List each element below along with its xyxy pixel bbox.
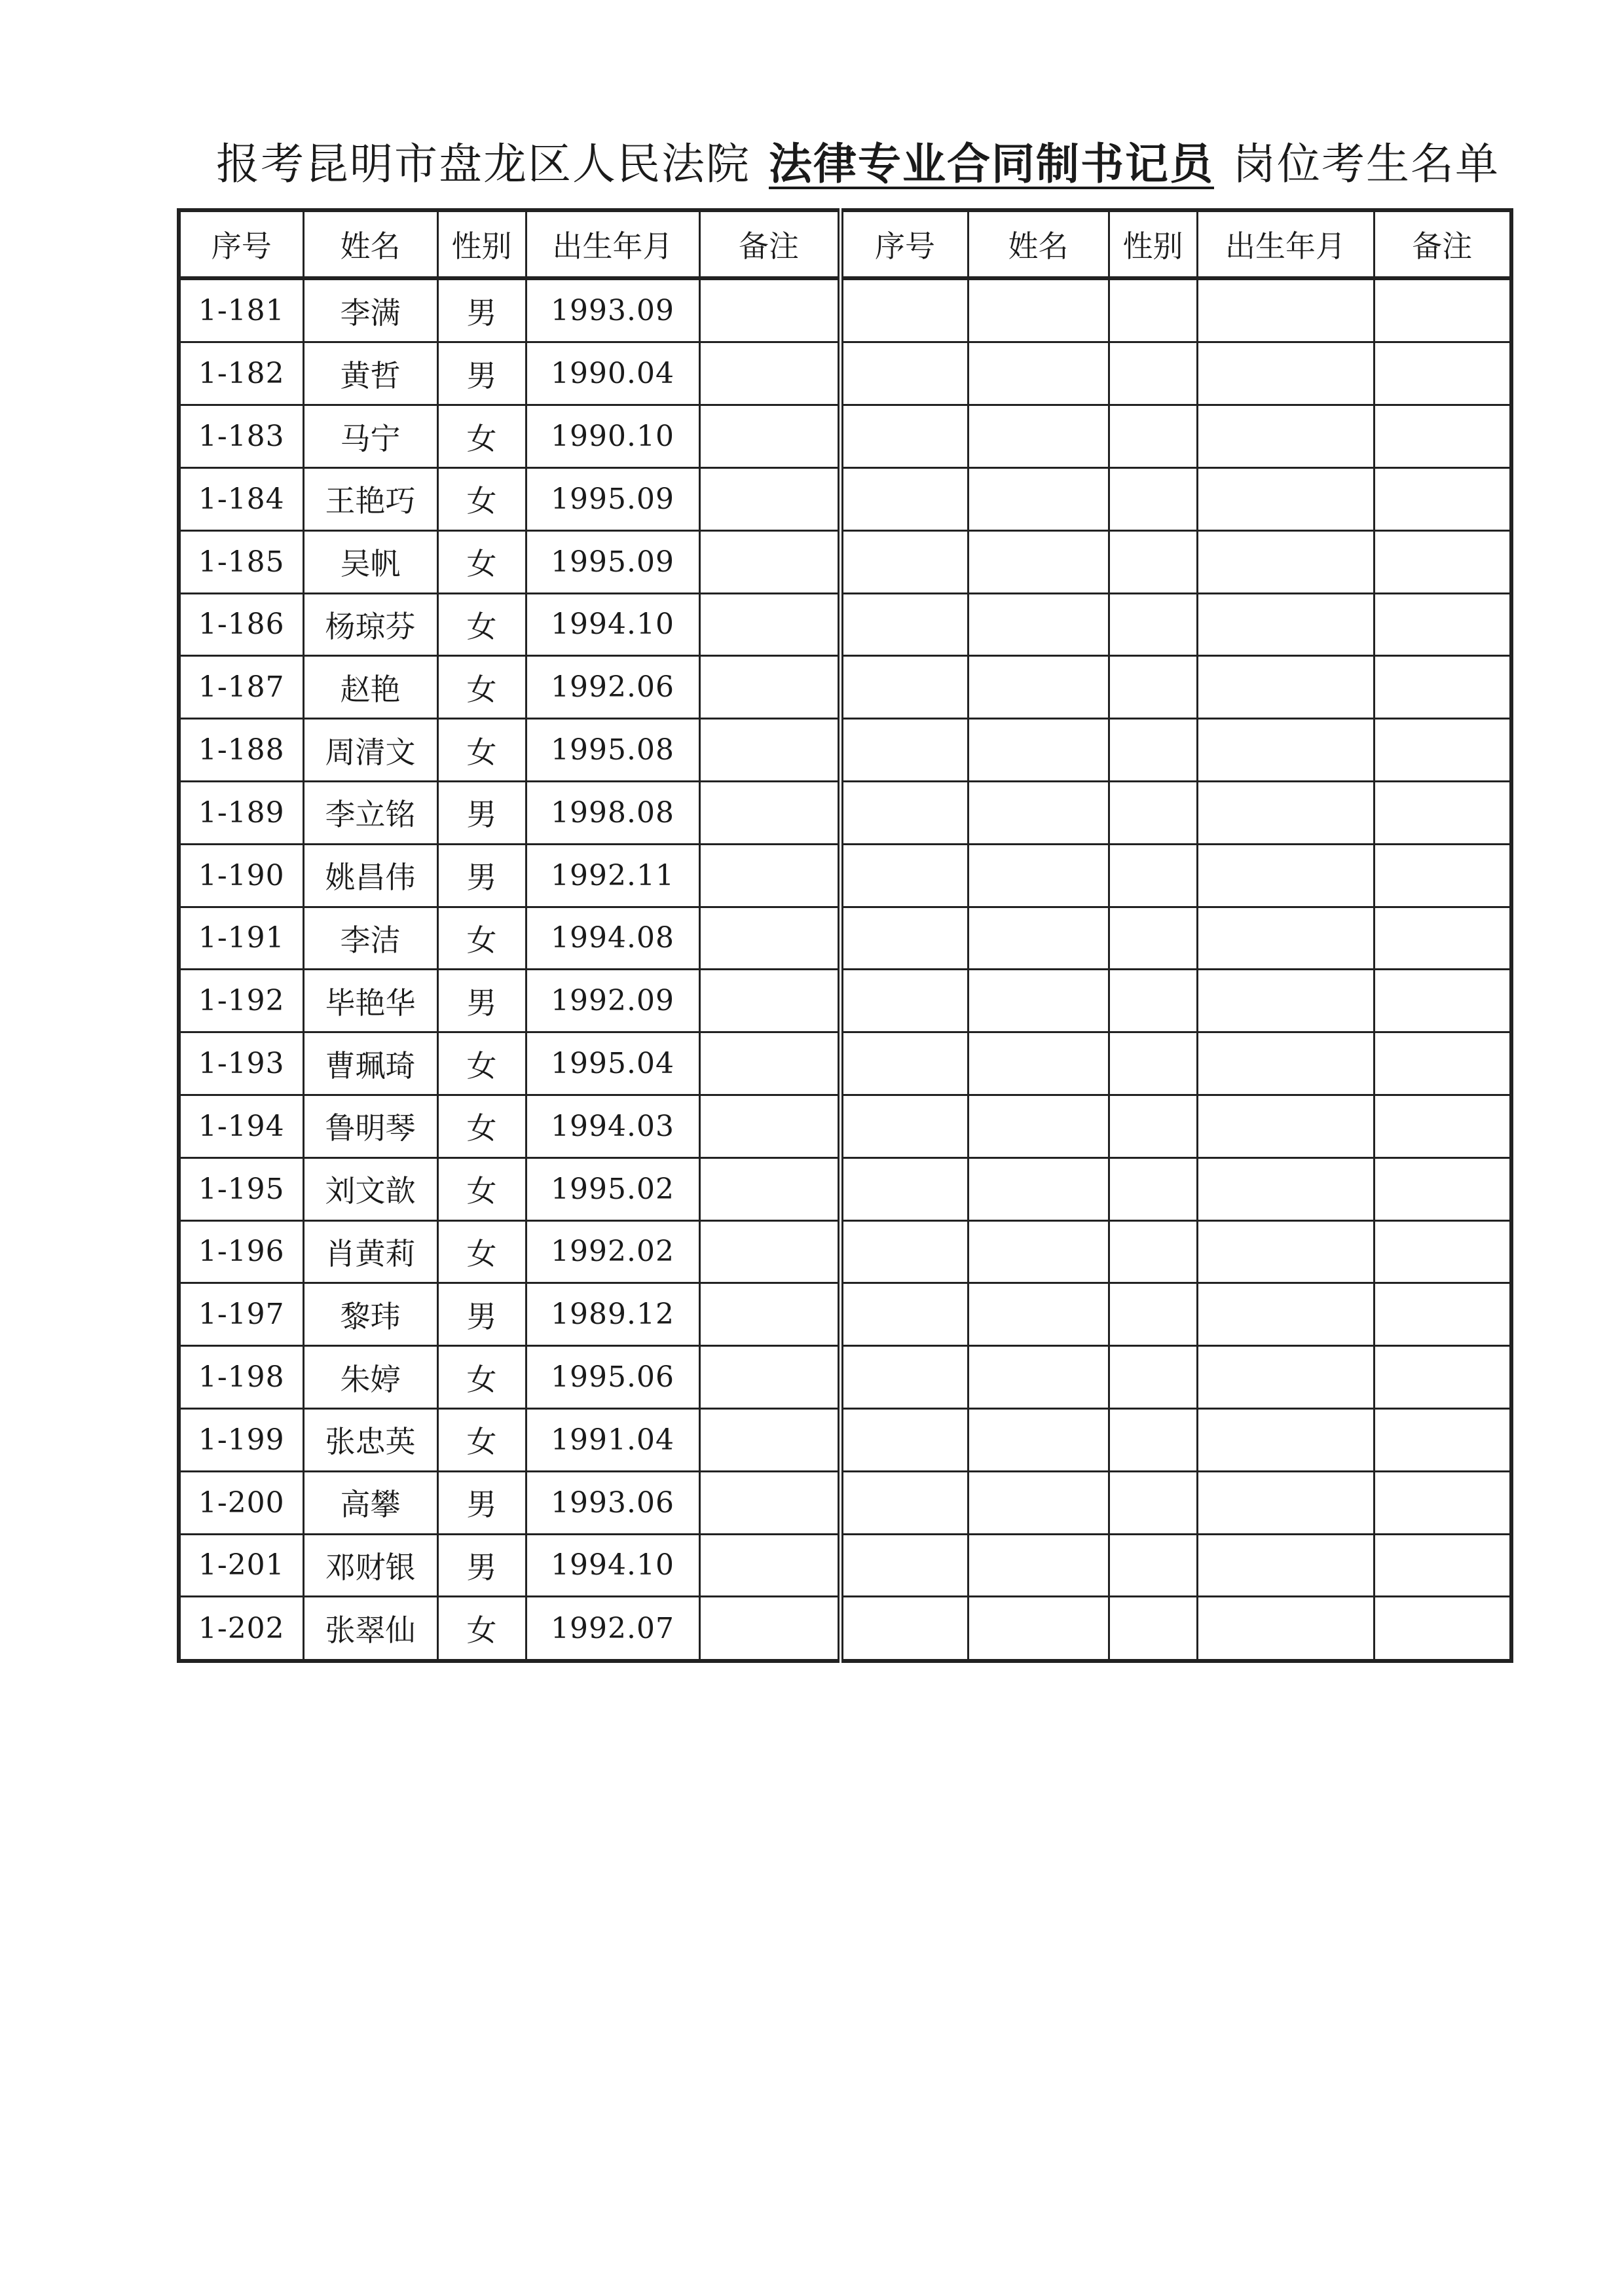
cell-num-right (840, 1095, 968, 1157)
cell-num-right (840, 656, 968, 719)
cell-note (699, 907, 840, 970)
cell-sex: 女 (437, 1408, 526, 1471)
cell-name: 肖黄莉 (303, 1220, 437, 1283)
cell-note (699, 405, 840, 468)
table-row (179, 342, 1511, 405)
table-header (179, 210, 1511, 278)
cell-num: 1-198 (179, 1346, 303, 1409)
cell-name-right (968, 1032, 1109, 1095)
header-name-left: 姓名 (303, 210, 437, 278)
cell-birth: 1995.08 (526, 719, 699, 782)
header-birth-right: 出生年月 (1197, 210, 1374, 278)
cell-sex: 男 (437, 342, 526, 405)
cell-birth: 1993.09 (526, 278, 699, 342)
cell-birth: 1992.02 (526, 1220, 699, 1283)
cell-name-right (968, 907, 1109, 970)
cell-birth-right (1197, 1346, 1374, 1409)
cell-num-right (840, 907, 968, 970)
cell-birth-right (1197, 844, 1374, 907)
cell-note (699, 1534, 840, 1597)
cell-sex: 女 (437, 1346, 526, 1409)
cell-num: 1-185 (179, 530, 303, 593)
cell-birth-right (1197, 1032, 1374, 1095)
cell-sex: 女 (437, 1597, 526, 1661)
cell-num: 1-186 (179, 593, 303, 656)
cell-birth-right (1197, 593, 1374, 656)
table-row (179, 656, 1511, 719)
header-row (179, 210, 1511, 278)
cell-birth: 1995.02 (526, 1157, 699, 1220)
table-body (179, 278, 1511, 1661)
cell-name-right (968, 1597, 1109, 1661)
cell-name-right (968, 342, 1109, 405)
cell-sex: 女 (437, 405, 526, 468)
table-row (179, 278, 1511, 342)
table-row (179, 1220, 1511, 1283)
cell-birth-right (1197, 719, 1374, 782)
table-row (179, 781, 1511, 844)
cell-sex-right (1109, 1095, 1197, 1157)
table-row (179, 405, 1511, 468)
cell-birth-right (1197, 1597, 1374, 1661)
cell-num-right (840, 1346, 968, 1409)
cell-note (699, 781, 840, 844)
cell-birth: 1998.08 (526, 781, 699, 844)
cell-sex-right (1109, 1032, 1197, 1095)
table-row (179, 1597, 1511, 1661)
table-row (179, 1032, 1511, 1095)
cell-num: 1-202 (179, 1597, 303, 1661)
cell-num: 1-197 (179, 1283, 303, 1346)
cell-num: 1-192 (179, 970, 303, 1032)
cell-sex-right (1109, 844, 1197, 907)
header-sex-right: 性别 (1109, 210, 1197, 278)
cell-num-right (840, 844, 968, 907)
cell-birth-right (1197, 656, 1374, 719)
cell-sex-right (1109, 1534, 1197, 1597)
cell-birth: 1995.04 (526, 1032, 699, 1095)
cell-note-right (1374, 1534, 1511, 1597)
cell-note (699, 1095, 840, 1157)
cell-num-right (840, 1157, 968, 1220)
cell-note-right (1374, 970, 1511, 1032)
cell-birth: 1995.09 (526, 530, 699, 593)
cell-name-right (968, 467, 1109, 530)
cell-sex-right (1109, 1408, 1197, 1471)
cell-note-right (1374, 781, 1511, 844)
cell-name: 李立铭 (303, 781, 437, 844)
cell-note (699, 1032, 840, 1095)
cell-note (699, 1471, 840, 1534)
cell-num-right (840, 342, 968, 405)
table-row (179, 1095, 1511, 1157)
cell-birth: 1993.06 (526, 1471, 699, 1534)
cell-sex-right (1109, 781, 1197, 844)
cell-birth-right (1197, 342, 1374, 405)
cell-birth: 1995.06 (526, 1346, 699, 1409)
cell-sex-right (1109, 278, 1197, 342)
cell-name: 赵艳 (303, 656, 437, 719)
cell-note (699, 530, 840, 593)
cell-note-right (1374, 656, 1511, 719)
cell-name-right (968, 656, 1109, 719)
cell-sex: 女 (437, 1095, 526, 1157)
cell-sex: 女 (437, 593, 526, 656)
cell-num-right (840, 530, 968, 593)
cell-num-right (840, 1408, 968, 1471)
cell-name: 王艳巧 (303, 467, 437, 530)
cell-name: 马宁 (303, 405, 437, 468)
cell-birth-right (1197, 1095, 1374, 1157)
table-row (179, 467, 1511, 530)
cell-name: 邓财银 (303, 1534, 437, 1597)
header-num-right: 序号 (840, 210, 968, 278)
cell-birth-right (1197, 970, 1374, 1032)
cell-name-right (968, 781, 1109, 844)
cell-note-right (1374, 1220, 1511, 1283)
table-row (179, 1346, 1511, 1409)
cell-num-right (840, 405, 968, 468)
cell-note-right (1374, 342, 1511, 405)
cell-num: 1-189 (179, 781, 303, 844)
header-note-left: 备注 (699, 210, 840, 278)
cell-note-right (1374, 1283, 1511, 1346)
header-name-right: 姓名 (968, 210, 1109, 278)
cell-num: 1-183 (179, 405, 303, 468)
cell-birth-right (1197, 405, 1374, 468)
cell-birth: 1994.10 (526, 1534, 699, 1597)
cell-sex-right (1109, 467, 1197, 530)
cell-name: 吴帆 (303, 530, 437, 593)
cell-note (699, 719, 840, 782)
cell-birth-right (1197, 1283, 1374, 1346)
title-prefix: 报考昆明市盘龙区人民法院 (216, 139, 750, 189)
cell-birth: 1995.09 (526, 467, 699, 530)
cell-num-right (840, 1534, 968, 1597)
cell-note-right (1374, 1032, 1511, 1095)
cell-note-right (1374, 844, 1511, 907)
cell-note (699, 656, 840, 719)
cell-name: 李满 (303, 278, 437, 342)
cell-num: 1-200 (179, 1471, 303, 1534)
cell-sex-right (1109, 1283, 1197, 1346)
cell-sex-right (1109, 1471, 1197, 1534)
cell-num-right (840, 1032, 968, 1095)
cell-sex: 女 (437, 467, 526, 530)
cell-name: 曹珮琦 (303, 1032, 437, 1095)
cell-sex-right (1109, 593, 1197, 656)
cell-num-right (840, 1471, 968, 1534)
cell-note (699, 1408, 840, 1471)
cell-sex-right (1109, 656, 1197, 719)
cell-birth-right (1197, 530, 1374, 593)
cell-num-right (840, 970, 968, 1032)
cell-num-right (840, 1283, 968, 1346)
table-row (179, 844, 1511, 907)
title-suffix: 岗位考生名单 (1232, 139, 1500, 189)
cell-birth-right (1197, 1157, 1374, 1220)
cell-num: 1-187 (179, 656, 303, 719)
header-note-right: 备注 (1374, 210, 1511, 278)
header-birth-left: 出生年月 (526, 210, 699, 278)
cell-num: 1-182 (179, 342, 303, 405)
cell-birth: 1990.04 (526, 342, 699, 405)
cell-sex-right (1109, 405, 1197, 468)
cell-birth-right (1197, 278, 1374, 342)
cell-name-right (968, 1534, 1109, 1597)
cell-note-right (1374, 1471, 1511, 1534)
cell-name: 姚昌伟 (303, 844, 437, 907)
cell-name-right (968, 593, 1109, 656)
cell-sex: 男 (437, 970, 526, 1032)
cell-name-right (968, 278, 1109, 342)
cell-note-right (1374, 1597, 1511, 1661)
cell-name-right (968, 1471, 1109, 1534)
cell-num-right (840, 278, 968, 342)
cell-birth-right (1197, 1471, 1374, 1534)
cell-sex: 女 (437, 1032, 526, 1095)
cell-birth: 1992.06 (526, 656, 699, 719)
cell-num-right (840, 719, 968, 782)
cell-name: 刘文歆 (303, 1157, 437, 1220)
candidate-table (177, 208, 1513, 1663)
cell-sex: 女 (437, 530, 526, 593)
cell-name-right (968, 970, 1109, 1032)
cell-note-right (1374, 593, 1511, 656)
cell-sex: 女 (437, 907, 526, 970)
cell-sex: 男 (437, 1534, 526, 1597)
table-row (179, 719, 1511, 782)
cell-sex: 女 (437, 719, 526, 782)
table-row (179, 1408, 1511, 1471)
cell-birth: 1994.10 (526, 593, 699, 656)
cell-sex: 女 (437, 656, 526, 719)
cell-num: 1-194 (179, 1095, 303, 1157)
page-title (216, 128, 1500, 200)
cell-sex-right (1109, 1157, 1197, 1220)
table-row (179, 907, 1511, 970)
cell-name: 李洁 (303, 907, 437, 970)
cell-sex-right (1109, 1346, 1197, 1409)
cell-birth-right (1197, 467, 1374, 530)
table-row (179, 1471, 1511, 1534)
cell-note (699, 1157, 840, 1220)
table-row (179, 1283, 1511, 1346)
cell-birth: 1992.11 (526, 844, 699, 907)
cell-num: 1-195 (179, 1157, 303, 1220)
cell-name-right (968, 1408, 1109, 1471)
cell-note (699, 844, 840, 907)
cell-note-right (1374, 1095, 1511, 1157)
cell-birth: 1992.09 (526, 970, 699, 1032)
cell-sex: 男 (437, 1283, 526, 1346)
cell-note (699, 467, 840, 530)
cell-birth: 1992.07 (526, 1597, 699, 1661)
cell-note-right (1374, 1408, 1511, 1471)
cell-num-right (840, 467, 968, 530)
cell-name: 周清文 (303, 719, 437, 782)
cell-note-right (1374, 467, 1511, 530)
cell-birth: 1994.03 (526, 1095, 699, 1157)
cell-sex-right (1109, 342, 1197, 405)
header-num-left: 序号 (179, 210, 303, 278)
title-position: 法律专业合同制书记员 (769, 139, 1214, 189)
cell-sex-right (1109, 530, 1197, 593)
table-row (179, 970, 1511, 1032)
cell-name-right (968, 1346, 1109, 1409)
cell-birth-right (1197, 907, 1374, 970)
cell-birth-right (1197, 781, 1374, 844)
cell-birth: 1990.10 (526, 405, 699, 468)
cell-birth: 1989.12 (526, 1283, 699, 1346)
cell-name: 黄哲 (303, 342, 437, 405)
cell-name: 杨琼芬 (303, 593, 437, 656)
cell-num: 1-181 (179, 278, 303, 342)
cell-name: 鲁明琴 (303, 1095, 437, 1157)
cell-sex-right (1109, 970, 1197, 1032)
cell-name: 朱婷 (303, 1346, 437, 1409)
cell-num: 1-190 (179, 844, 303, 907)
cell-sex: 男 (437, 844, 526, 907)
cell-note-right (1374, 278, 1511, 342)
header-sex-left: 性别 (437, 210, 526, 278)
cell-note (699, 1346, 840, 1409)
cell-name-right (968, 405, 1109, 468)
cell-note-right (1374, 405, 1511, 468)
cell-note-right (1374, 719, 1511, 782)
cell-name: 黎玮 (303, 1283, 437, 1346)
cell-name-right (968, 1157, 1109, 1220)
cell-name-right (968, 530, 1109, 593)
cell-num: 1-196 (179, 1220, 303, 1283)
cell-note-right (1374, 1346, 1511, 1409)
cell-num: 1-188 (179, 719, 303, 782)
cell-sex: 女 (437, 1220, 526, 1283)
cell-note (699, 593, 840, 656)
cell-num-right (840, 1220, 968, 1283)
cell-sex: 女 (437, 1157, 526, 1220)
cell-note (699, 278, 840, 342)
cell-sex-right (1109, 907, 1197, 970)
cell-name: 高攀 (303, 1471, 437, 1534)
cell-name-right (968, 719, 1109, 782)
table-row (179, 1157, 1511, 1220)
cell-name: 张忠英 (303, 1408, 437, 1471)
cell-num: 1-184 (179, 467, 303, 530)
cell-num-right (840, 781, 968, 844)
cell-note (699, 1283, 840, 1346)
cell-sex-right (1109, 1597, 1197, 1661)
cell-sex-right (1109, 719, 1197, 782)
cell-note-right (1374, 907, 1511, 970)
table-row (179, 1534, 1511, 1597)
table-row (179, 530, 1511, 593)
cell-birth-right (1197, 1408, 1374, 1471)
cell-name-right (968, 1283, 1109, 1346)
cell-name: 张翠仙 (303, 1597, 437, 1661)
cell-note (699, 1597, 840, 1661)
cell-name-right (968, 1095, 1109, 1157)
cell-name-right (968, 1220, 1109, 1283)
cell-birth-right (1197, 1534, 1374, 1597)
cell-note-right (1374, 530, 1511, 593)
cell-num: 1-193 (179, 1032, 303, 1095)
cell-num: 1-201 (179, 1534, 303, 1597)
table-row (179, 593, 1511, 656)
cell-sex: 男 (437, 781, 526, 844)
cell-num-right (840, 1597, 968, 1661)
cell-num: 1-199 (179, 1408, 303, 1471)
cell-name-right (968, 844, 1109, 907)
cell-birth: 1994.08 (526, 907, 699, 970)
cell-note (699, 970, 840, 1032)
cell-num: 1-191 (179, 907, 303, 970)
cell-sex-right (1109, 1220, 1197, 1283)
cell-sex: 男 (437, 1471, 526, 1534)
cell-note (699, 342, 840, 405)
cell-name: 毕艳华 (303, 970, 437, 1032)
cell-birth: 1991.04 (526, 1408, 699, 1471)
cell-num-right (840, 593, 968, 656)
cell-note (699, 1220, 840, 1283)
cell-sex: 男 (437, 278, 526, 342)
cell-birth-right (1197, 1220, 1374, 1283)
cell-note-right (1374, 1157, 1511, 1220)
